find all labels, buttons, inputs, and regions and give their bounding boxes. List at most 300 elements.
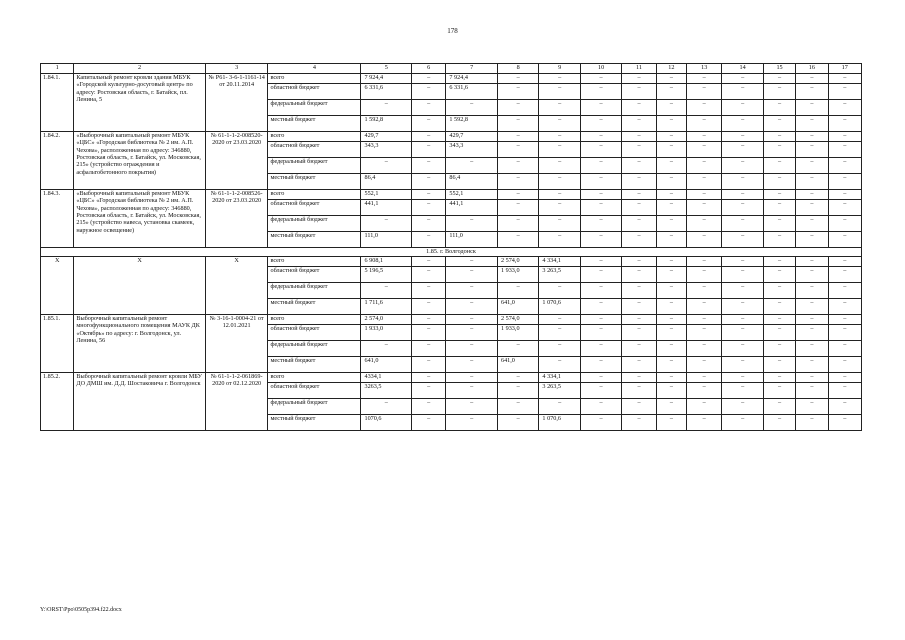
value-cell: – (656, 84, 686, 100)
value-cell: – (622, 232, 656, 248)
value-cell: 2 574,0 (361, 315, 412, 325)
value-cell: – (446, 341, 498, 357)
value-cell: 441,1 (446, 200, 498, 216)
funding-source: всего (268, 190, 361, 200)
value-cell: – (539, 132, 580, 142)
value-cell: – (622, 200, 656, 216)
value-cell: – (446, 383, 498, 399)
value-cell: 7 924,4 (446, 74, 498, 84)
item-number: 1.85.2. (41, 373, 74, 431)
value-cell: – (539, 283, 580, 299)
value-cell: – (763, 283, 795, 299)
value-cell: – (828, 373, 861, 383)
value-cell: 3263,5 (361, 383, 412, 399)
value-cell: – (656, 174, 686, 190)
item-document: № 61-1-1-2-008520-2020 от 23.03.2020 (205, 132, 268, 190)
table-row (41, 132, 862, 142)
value-cell: – (763, 84, 795, 100)
value-cell: – (412, 299, 446, 315)
value-cell: – (580, 315, 621, 325)
funding-source: местный бюджет (268, 415, 361, 431)
value-cell: – (828, 174, 861, 190)
value-cell: – (722, 383, 763, 399)
value-cell: – (412, 373, 446, 383)
value-cell: – (622, 257, 656, 267)
value-cell: – (763, 158, 795, 174)
column-header: 14 (722, 64, 763, 74)
value-cell: – (687, 257, 722, 267)
value-cell: – (687, 315, 722, 325)
funding-source: областной бюджет (268, 267, 361, 283)
value-cell: – (763, 299, 795, 315)
value-cell: – (763, 200, 795, 216)
value-cell: 2 574,0 (497, 315, 538, 325)
value-cell: – (722, 142, 763, 158)
value-cell: – (763, 100, 795, 116)
value-cell: – (763, 315, 795, 325)
value-cell: – (539, 357, 580, 373)
value-cell: – (412, 158, 446, 174)
value-cell: – (580, 158, 621, 174)
value-cell: – (796, 132, 828, 142)
value-cell: – (412, 257, 446, 267)
value-cell: – (828, 142, 861, 158)
value-cell: – (763, 142, 795, 158)
value-cell: 641,0 (497, 299, 538, 315)
value-cell: – (412, 216, 446, 232)
value-cell: – (580, 383, 621, 399)
value-cell: – (497, 232, 538, 248)
value-cell: – (722, 174, 763, 190)
value-cell: – (656, 200, 686, 216)
funding-source: местный бюджет (268, 357, 361, 373)
value-cell: – (687, 415, 722, 431)
column-header: 17 (828, 64, 861, 74)
value-cell: – (497, 132, 538, 142)
value-cell: – (539, 74, 580, 84)
item-document: № Р61- 3-6-1-1161-14 от 20.11.2014 (205, 74, 268, 132)
value-cell: – (446, 325, 498, 341)
value-cell: – (497, 100, 538, 116)
value-cell: – (622, 299, 656, 315)
value-cell: – (622, 325, 656, 341)
value-cell: – (763, 341, 795, 357)
value-cell: – (687, 399, 722, 415)
column-header: 12 (656, 64, 686, 74)
value-cell: – (796, 74, 828, 84)
column-header: 10 (580, 64, 621, 74)
value-cell: – (412, 132, 446, 142)
value-cell: – (539, 142, 580, 158)
value-cell: – (580, 373, 621, 383)
value-cell: – (796, 415, 828, 431)
value-cell: – (497, 84, 538, 100)
funding-source: федеральный бюджет (268, 216, 361, 232)
value-cell: 1 070,6 (539, 299, 580, 315)
value-cell: – (446, 315, 498, 325)
value-cell: 1 933,0 (497, 325, 538, 341)
value-cell: – (796, 232, 828, 248)
value-cell: – (656, 74, 686, 84)
value-cell: – (796, 84, 828, 100)
value-cell: – (656, 357, 686, 373)
value-cell: – (796, 100, 828, 116)
table-row (41, 257, 862, 267)
value-cell: – (722, 373, 763, 383)
value-cell: – (656, 283, 686, 299)
value-cell: – (687, 174, 722, 190)
value-cell: – (763, 232, 795, 248)
value-cell: – (361, 158, 412, 174)
value-cell: – (412, 200, 446, 216)
value-cell: – (828, 132, 861, 142)
value-cell: – (656, 257, 686, 267)
value-cell: – (722, 84, 763, 100)
value-cell: 86,4 (446, 174, 498, 190)
value-cell: – (763, 383, 795, 399)
funding-source: всего (268, 132, 361, 142)
value-cell: – (656, 383, 686, 399)
value-cell: – (446, 415, 498, 431)
column-header: 11 (622, 64, 656, 74)
item-number: 1.84.1. (41, 74, 74, 132)
value-cell: 4 334,1 (539, 257, 580, 267)
funding-source: местный бюджет (268, 116, 361, 132)
value-cell: – (580, 341, 621, 357)
value-cell: 2 574,0 (497, 257, 538, 267)
value-cell: – (412, 267, 446, 283)
value-cell: 1 711,6 (361, 299, 412, 315)
value-cell: – (412, 142, 446, 158)
value-cell: – (497, 283, 538, 299)
value-cell: – (828, 283, 861, 299)
value-cell: – (722, 132, 763, 142)
value-cell: – (828, 299, 861, 315)
value-cell: – (687, 216, 722, 232)
value-cell: – (687, 299, 722, 315)
value-cell: – (580, 357, 621, 373)
value-cell: – (828, 357, 861, 373)
value-cell: – (580, 415, 621, 431)
value-cell: – (412, 190, 446, 200)
value-cell: – (412, 357, 446, 373)
table-row (41, 190, 862, 200)
value-cell: – (722, 116, 763, 132)
value-cell: – (828, 200, 861, 216)
value-cell: – (412, 325, 446, 341)
column-header: 2 (74, 64, 205, 74)
value-cell: 5 196,5 (361, 267, 412, 283)
funding-source: всего (268, 315, 361, 325)
value-cell: – (497, 142, 538, 158)
item-name: Х (74, 257, 205, 315)
value-cell: – (796, 216, 828, 232)
value-cell: – (622, 142, 656, 158)
table-row (41, 373, 862, 383)
funding-source: всего (268, 74, 361, 84)
value-cell: – (656, 325, 686, 341)
value-cell: – (722, 415, 763, 431)
value-cell: – (412, 84, 446, 100)
value-cell: – (796, 158, 828, 174)
value-cell: – (622, 100, 656, 116)
value-cell: – (828, 116, 861, 132)
value-cell: – (580, 174, 621, 190)
value-cell: – (539, 174, 580, 190)
value-cell: – (446, 357, 498, 373)
value-cell: – (580, 190, 621, 200)
item-document: Х (205, 257, 268, 315)
value-cell: – (656, 142, 686, 158)
value-cell: – (446, 299, 498, 315)
value-cell: – (622, 315, 656, 325)
value-cell: – (763, 267, 795, 283)
value-cell: – (763, 174, 795, 190)
value-cell: – (687, 200, 722, 216)
item-number: 1.85.1. (41, 315, 74, 373)
item-name: Выборочный капитальный ремонт кровли МБУ ДО ДМШ им. Д.Д. Шостаковича г. Волгодонск (74, 373, 205, 431)
value-cell: – (580, 267, 621, 283)
page-number: 178 (447, 27, 458, 35)
value-cell: – (828, 84, 861, 100)
value-cell: – (687, 132, 722, 142)
value-cell: – (412, 174, 446, 190)
value-cell: – (763, 116, 795, 132)
value-cell: – (412, 315, 446, 325)
value-cell: 1 933,0 (361, 325, 412, 341)
value-cell: – (656, 158, 686, 174)
value-cell: – (796, 142, 828, 158)
value-cell: – (412, 74, 446, 84)
value-cell: 429,7 (446, 132, 498, 142)
section-1-84 (41, 74, 862, 248)
value-cell: 111,0 (361, 232, 412, 248)
value-cell: – (828, 383, 861, 399)
value-cell: – (687, 383, 722, 399)
funding-source: местный бюджет (268, 299, 361, 315)
value-cell: – (722, 190, 763, 200)
value-cell: – (446, 399, 498, 415)
value-cell: – (828, 325, 861, 341)
funding-source: всего (268, 257, 361, 267)
item-document: № 3-16-1-0004-21 от 12.01.2021 (205, 315, 268, 373)
value-cell: – (622, 84, 656, 100)
value-cell: – (763, 357, 795, 373)
value-cell: – (722, 232, 763, 248)
value-cell: – (580, 399, 621, 415)
value-cell: – (412, 116, 446, 132)
funding-source: всего (268, 373, 361, 383)
value-cell: 343,3 (446, 142, 498, 158)
column-header: 1 (41, 64, 74, 74)
value-cell: – (580, 116, 621, 132)
table-row (41, 74, 862, 84)
header-row (41, 64, 862, 74)
value-cell: – (622, 174, 656, 190)
value-cell: – (497, 158, 538, 174)
value-cell: – (722, 216, 763, 232)
value-cell: – (412, 399, 446, 415)
value-cell: 4 334,1 (539, 373, 580, 383)
value-cell: – (722, 257, 763, 267)
value-cell: – (412, 383, 446, 399)
value-cell: – (722, 158, 763, 174)
value-cell: 6 331,6 (446, 84, 498, 100)
value-cell: – (412, 341, 446, 357)
value-cell: – (539, 399, 580, 415)
value-cell: – (687, 142, 722, 158)
value-cell: – (622, 399, 656, 415)
value-cell: 1 592,8 (446, 116, 498, 132)
item-document: № 61-1-1-2-061869-2020 от 02.12.2020 (205, 373, 268, 431)
value-cell: 1 070,6 (539, 415, 580, 431)
value-cell: – (722, 200, 763, 216)
value-cell: – (828, 315, 861, 325)
value-cell: – (796, 200, 828, 216)
column-header: 15 (763, 64, 795, 74)
value-cell: – (796, 315, 828, 325)
value-cell: – (539, 216, 580, 232)
value-cell: – (446, 158, 498, 174)
value-cell: – (622, 415, 656, 431)
item-number: Х (41, 257, 74, 315)
value-cell: – (687, 373, 722, 383)
value-cell: – (722, 357, 763, 373)
value-cell: – (539, 325, 580, 341)
value-cell: – (622, 216, 656, 232)
column-header: 7 (446, 64, 498, 74)
value-cell: 6 331,6 (361, 84, 412, 100)
item-number: 1.84.3. (41, 190, 74, 248)
value-cell: – (412, 232, 446, 248)
column-header: 13 (687, 64, 722, 74)
funding-source: федеральный бюджет (268, 341, 361, 357)
value-cell: – (796, 174, 828, 190)
column-header: 5 (361, 64, 412, 74)
value-cell: 641,0 (497, 357, 538, 373)
value-cell: – (539, 315, 580, 325)
value-cell: – (828, 341, 861, 357)
column-header: 4 (268, 64, 361, 74)
value-cell: – (687, 357, 722, 373)
value-cell: – (763, 399, 795, 415)
value-cell: – (722, 315, 763, 325)
item-number: 1.84.2. (41, 132, 74, 190)
value-cell: 3 263,5 (539, 267, 580, 283)
value-cell: – (622, 283, 656, 299)
value-cell: 552,1 (446, 190, 498, 200)
value-cell: 86,4 (361, 174, 412, 190)
value-cell: – (763, 373, 795, 383)
value-cell: – (828, 74, 861, 84)
value-cell: – (412, 100, 446, 116)
value-cell: – (656, 216, 686, 232)
value-cell: – (828, 216, 861, 232)
value-cell: – (722, 283, 763, 299)
value-cell: – (656, 399, 686, 415)
value-cell: – (539, 116, 580, 132)
value-cell: – (722, 341, 763, 357)
value-cell: – (796, 116, 828, 132)
column-header: 8 (497, 64, 538, 74)
value-cell: – (656, 373, 686, 383)
value-cell: – (722, 325, 763, 341)
value-cell: 6 908,1 (361, 257, 412, 267)
funding-source: местный бюджет (268, 232, 361, 248)
funding-source: федеральный бюджет (268, 158, 361, 174)
funding-source: федеральный бюджет (268, 283, 361, 299)
value-cell: – (656, 415, 686, 431)
value-cell: – (828, 257, 861, 267)
value-cell: – (763, 325, 795, 341)
value-cell: – (580, 132, 621, 142)
value-cell: – (687, 116, 722, 132)
value-cell: – (497, 174, 538, 190)
value-cell: – (687, 232, 722, 248)
value-cell: – (497, 341, 538, 357)
value-cell: – (687, 74, 722, 84)
value-cell: 441,1 (361, 200, 412, 216)
value-cell: 1 933,0 (497, 267, 538, 283)
value-cell: – (580, 200, 621, 216)
value-cell: – (828, 399, 861, 415)
funding-source: областной бюджет (268, 383, 361, 399)
value-cell: – (622, 190, 656, 200)
value-cell: – (763, 415, 795, 431)
value-cell: – (796, 373, 828, 383)
value-cell: – (722, 399, 763, 415)
funding-source: федеральный бюджет (268, 100, 361, 116)
value-cell: – (687, 158, 722, 174)
value-cell: – (539, 200, 580, 216)
value-cell: – (828, 158, 861, 174)
value-cell: – (763, 74, 795, 84)
value-cell: – (446, 283, 498, 299)
column-header: 9 (539, 64, 580, 74)
value-cell: – (622, 357, 656, 373)
funding-source: местный бюджет (268, 174, 361, 190)
funding-source: областной бюджет (268, 200, 361, 216)
value-cell: – (828, 267, 861, 283)
column-header: 6 (412, 64, 446, 74)
value-cell: – (687, 100, 722, 116)
value-cell: – (828, 415, 861, 431)
item-name: Выборочный капитальный ремонт многофункционального помещения МАУК ДК «Октябрь» по адресу: г. Волгодонск, ул. Ленина, 56 (74, 315, 205, 373)
value-cell: – (361, 283, 412, 299)
value-cell: – (687, 325, 722, 341)
value-cell: – (687, 84, 722, 100)
value-cell: – (656, 100, 686, 116)
value-cell: – (539, 232, 580, 248)
funding-source: областной бюджет (268, 325, 361, 341)
value-cell: – (361, 100, 412, 116)
value-cell: – (622, 74, 656, 84)
value-cell: 1070,6 (361, 415, 412, 431)
value-cell: – (796, 299, 828, 315)
value-cell: – (412, 415, 446, 431)
value-cell: 641,0 (361, 357, 412, 373)
value-cell: – (622, 116, 656, 132)
budget-table (40, 63, 862, 431)
value-cell: – (361, 341, 412, 357)
value-cell: – (722, 100, 763, 116)
value-cell: – (796, 341, 828, 357)
value-cell: – (763, 216, 795, 232)
section-title: 1.85. г. Волгодонск (41, 248, 862, 257)
value-cell: – (796, 357, 828, 373)
value-cell: – (796, 383, 828, 399)
value-cell: – (497, 200, 538, 216)
